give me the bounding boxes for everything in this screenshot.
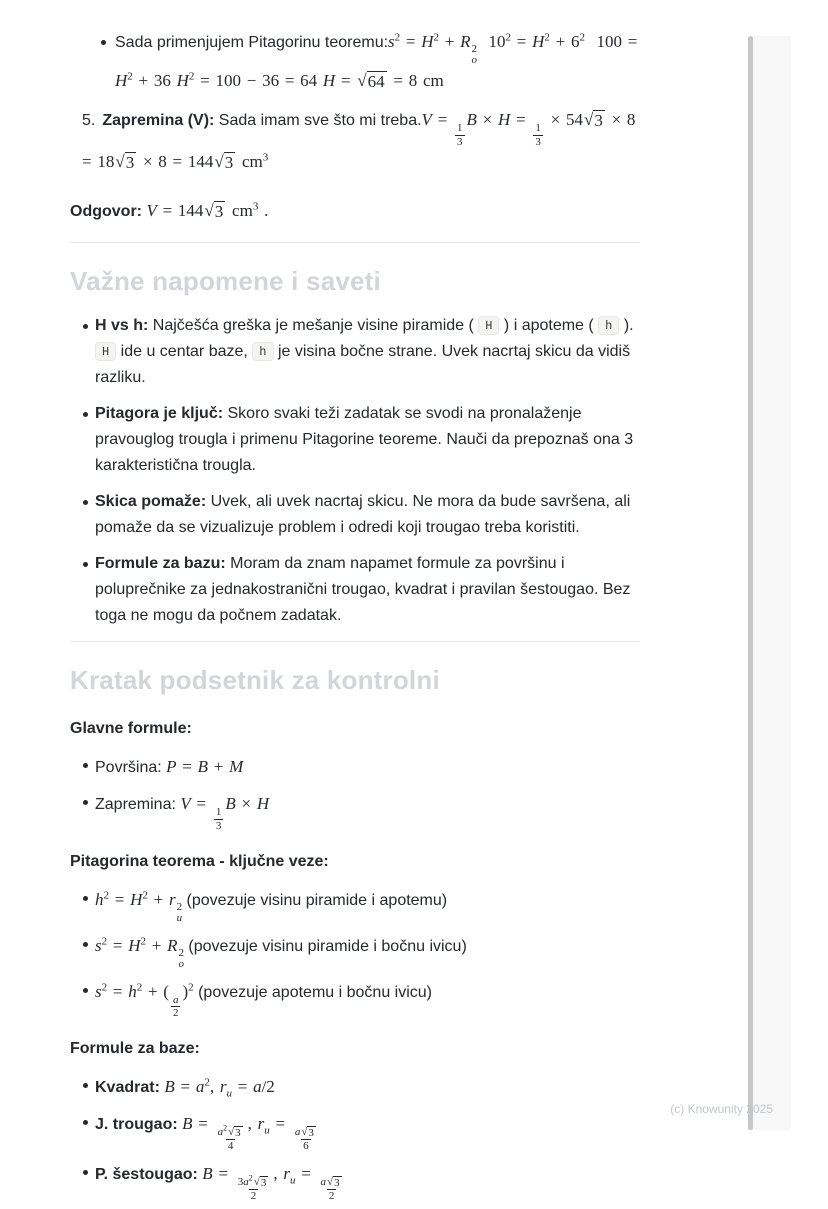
list-item [70, 885, 640, 925]
list-item [70, 313, 640, 391]
bullet-icon [83, 1120, 88, 1125]
section-title-notes: Važne napomene i saveti [70, 266, 381, 297]
hexagon-base-formula: P. šestougao: B = $3a^2$ √ 3 2 , $r_u$ = a √ 3 2 [95, 1159, 640, 1203]
numbered-item-volume [70, 106, 640, 177]
relation-apothem: $h^2 = H^2 + r$ 2 u (povezuje visinu piramide i apotemu) [95, 889, 448, 925]
scrollbar-thumb[interactable] [748, 36, 753, 1130]
note-h-vs-h: H vs h: Najčešća greška je mešanje visine piramide ( H ) i apoteme ( h ). H ide u centar baze, h je visina bočne strane. Uvek nacrtaj skicu da vidiš razliku. [95, 317, 634, 387]
bullet-icon [83, 1083, 88, 1088]
math-expression: $h^2 = H^2 + r$ 2 u [95, 889, 183, 925]
pythagoras-step-text: Sada primenjujem Pitagorinu $teoremu:s^2 = H^2 + R$ 2 o $10^2 = H^2 + 6^2$ $100 = H^2 + 36$ $H^2 = 100 - 36 = 64$ H = √ 64 = 8 cm [115, 31, 638, 92]
document-content [70, 0, 640, 1209]
group-heading-main-formulas: Glavne formule: [70, 720, 192, 738]
bullet-icon [83, 763, 88, 768]
notes-list [70, 313, 640, 629]
copyright-notice: (c) Knowunity 2025 [670, 1102, 773, 1116]
bullet-icon [83, 500, 88, 505]
list-item [70, 752, 640, 783]
note-base-formulas: Formule za bazu: Moram da znam napamet formule za površinu i poluprečnike za jednakostranični trougao, kvadrat i pravilan šestougao. Bez toga ne mogu da počnem zadatak. [95, 555, 631, 625]
solution-steps-list [70, 28, 640, 96]
math-expression: P = B + M [166, 757, 244, 777]
main-formulas-list [70, 752, 640, 832]
inline-code-chip: h [598, 316, 619, 335]
surface-formula: Površina: P = B + M [95, 757, 244, 777]
bullet-icon [83, 988, 88, 993]
list-item [70, 28, 640, 96]
math-expression: $s^2 = H^2 + R$ 2 o [95, 935, 184, 971]
square-base-formula: Kvadrat: $B = a^2$, $r_u = a/2$ [95, 1076, 275, 1100]
bullet-icon [101, 40, 106, 45]
list-item [70, 489, 640, 541]
math-expression: B = $3a^2$ √ 3 2 , $r_u$ = a √ 3 2 [202, 1163, 340, 1202]
group-heading-bases: Formule za baze: [70, 1040, 200, 1058]
bullet-icon [83, 896, 88, 901]
bullet-icon [83, 562, 88, 567]
list-item [70, 931, 640, 971]
math-expression: $B = a^2$, $r_u = a/2$ [164, 1076, 275, 1100]
scrollbar-track[interactable] [748, 36, 791, 1130]
section-title-reminder: Kratak podsetnik za kontrolni [70, 665, 440, 696]
volume-step-text: Zapremina (V): Sada imam sve što mi treba.V = $\frac{1}{3}$ B × H = $\frac{1}{3}$ × 54 √ 3 × 8 = 18 √ 3 × 8 = 144 √ 3 $cm^3$ [82, 110, 636, 173]
list-item [70, 401, 640, 479]
math-expression: V = 144 √ 3 $cm^3$ . [146, 200, 269, 222]
list-item [70, 1159, 640, 1203]
list-item [70, 789, 640, 832]
note-sketch-helps: Skica pomaže: Uvek, ali uvek nacrtaj skicu. Ne mora da bude savršena, ali pomaže da se vizualizuje problem i odredi koji trougao treba koristiti. [95, 493, 631, 537]
group-heading-pythagoras: Pitagorina teorema - ključne veze: [70, 852, 329, 870]
pythagoras-relations-list [70, 885, 640, 1020]
list-item [70, 1109, 640, 1153]
list-number: 5. [82, 112, 96, 130]
inline-code-chip: H [95, 342, 116, 361]
relation-apothem-edge: $s^2 = h^2$ + ( $\frac{a}{2}$ )$^2$ (povezuje apotemu i bočnu ivicu) [95, 981, 432, 1020]
bullet-icon [83, 324, 88, 329]
inline-code-chip: h [252, 342, 273, 361]
inline-code-chip: H [478, 316, 499, 335]
list-item [70, 977, 640, 1020]
base-formulas-list [70, 1072, 640, 1203]
bullet-icon [83, 800, 88, 805]
math-expression: B = $a^2$ √ 3 4 , $r_u$ = a √ 3 6 [182, 1114, 314, 1153]
math-expression: V = $\frac{1}{3}$ B × H [180, 794, 270, 833]
math-expression: $s^2 = h^2$ + ( $\frac{a}{2}$ )$^2$ [95, 981, 194, 1020]
section-divider [70, 641, 640, 642]
bullet-icon [83, 942, 88, 947]
answer-line: Odgovor: V = 144 √ 3 $cm^3$ . [70, 200, 269, 222]
relation-lateral-edge: $s^2 = H^2 + R$ 2 o (povezuje visinu piramide i bočnu ivicu) [95, 935, 467, 971]
math-expression: V = $\frac{1}{3}$ B × H = $\frac{1}{3}$ × 54 √ 3 × 8 = 18 √ 3 × 8 = 144 √ 3 $cm^3$ [82, 110, 636, 173]
note-pythagoras-key: Pitagora je ključ: Skoro svaki teži zadatak se svodi na pronalaženje pravouglog trougla i primenu Pitagorine teoreme. Nauči da prepoznaš ona 3 karakteristična trougla. [95, 405, 634, 475]
triangle-base-formula: J. trougao: B = $a^2$ √ 3 4 , $r_u$ = a √ 3 6 [95, 1109, 640, 1153]
math-expression: $s^2 = H^2 + R$ 2 o $10^2 = H^2 + 6^2$ $100 = H^2 + 36$ $H^2 = 100 - 36 = 64$ H = √ 64 = 8 cm [115, 31, 638, 92]
list-item [70, 551, 640, 629]
section-divider [70, 242, 640, 243]
volume-formula: Zapremina: V = $\frac{1}{3}$ B × H [95, 794, 270, 833]
bullet-icon [83, 412, 88, 417]
list-item [70, 1072, 640, 1103]
